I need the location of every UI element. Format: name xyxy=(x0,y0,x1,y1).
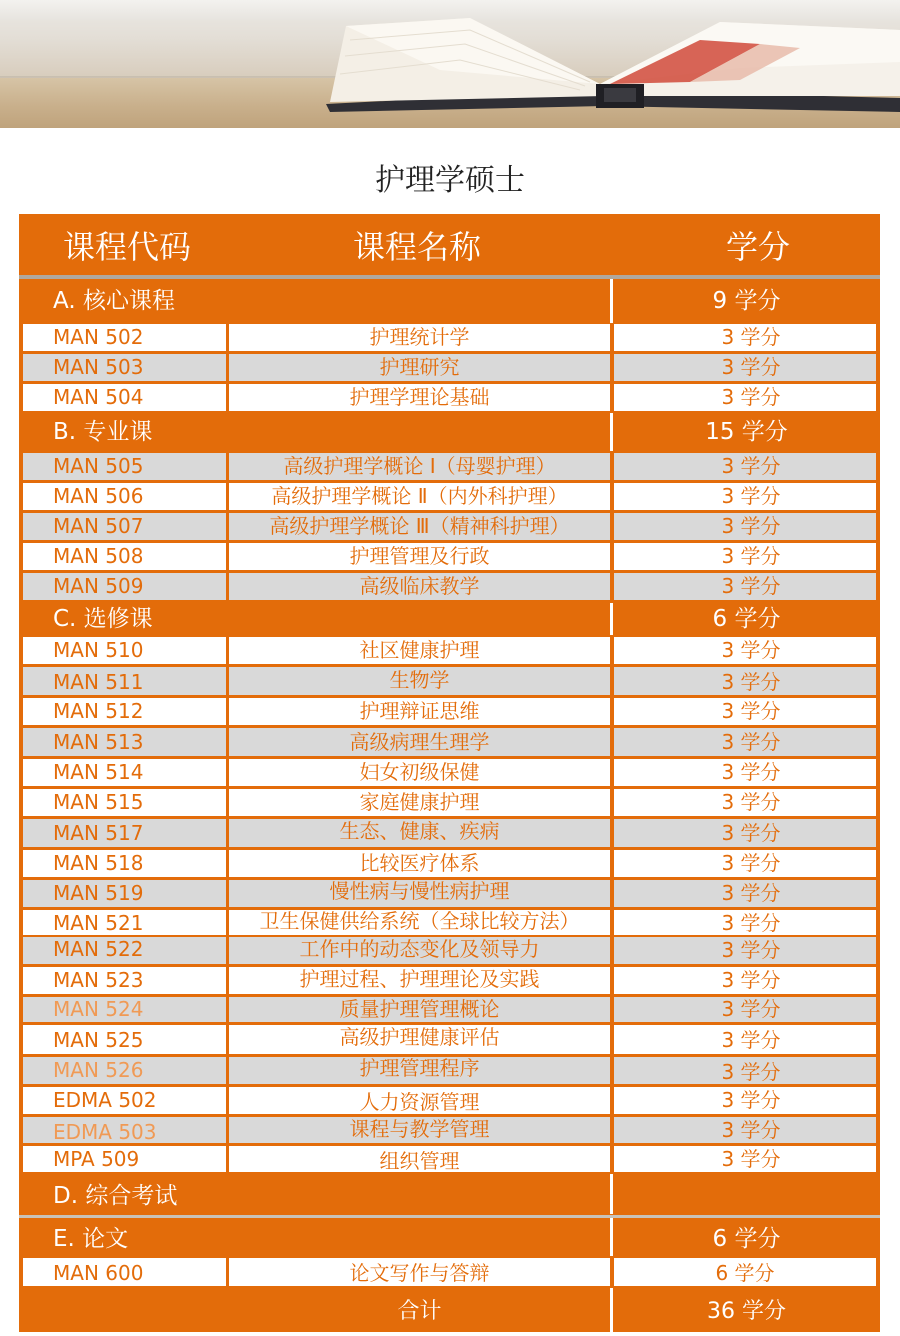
course-credit: 3 学分 xyxy=(721,881,781,905)
header-name: 课程名称 xyxy=(353,228,482,266)
course-name: 家庭健康护理 xyxy=(229,789,610,816)
table-row xyxy=(19,789,880,816)
course-credit: 3 学分 xyxy=(721,1118,781,1142)
course-code: MAN 515 xyxy=(23,789,226,816)
course-code: MAN 505 xyxy=(23,453,226,480)
course-credit: 3 学分 xyxy=(721,514,781,538)
course-credit: 3 学分 xyxy=(721,911,781,935)
table-row xyxy=(19,483,880,510)
course-code: MAN 503 xyxy=(23,354,226,381)
course-name: 卫生保健供给系统（全球比较方法） xyxy=(229,910,610,935)
section-credit: 6 学分 xyxy=(712,1226,781,1252)
course-credit: 3 学分 xyxy=(721,760,781,784)
course-credit: 3 学分 xyxy=(721,699,781,723)
section-name: B. 专业课 xyxy=(53,419,153,445)
section-credit: 6 学分 xyxy=(712,606,781,632)
table-row xyxy=(19,324,880,351)
course-credit: 3 学分 xyxy=(721,385,781,409)
open-book-illustration xyxy=(0,0,900,128)
course-name: 护理辩证思维 xyxy=(229,698,610,725)
course-credit: 3 学分 xyxy=(721,1060,781,1084)
section-a xyxy=(19,279,880,323)
course-credit: 3 学分 xyxy=(721,821,781,845)
course-code: MAN 509 xyxy=(23,573,226,600)
table-header xyxy=(19,214,880,276)
table-row xyxy=(19,698,880,725)
table-row xyxy=(19,1258,880,1286)
course-credit: 3 学分 xyxy=(721,1147,781,1171)
table-row xyxy=(19,728,880,756)
course-code: EDMA 502 xyxy=(23,1087,226,1114)
table-row xyxy=(19,1146,880,1172)
table-row xyxy=(19,384,880,411)
course-name: 护理研究 xyxy=(229,354,610,381)
table-row xyxy=(19,819,880,847)
course-credit: 3 学分 xyxy=(721,325,781,349)
course-name: 工作中的动态变化及领导力 xyxy=(229,937,610,964)
banner-image xyxy=(0,0,900,128)
course-credit: 3 学分 xyxy=(721,968,781,992)
course-credit: 3 学分 xyxy=(721,1088,781,1112)
course-name: 护理管理及行政 xyxy=(229,543,610,570)
total-row xyxy=(19,1288,880,1332)
course-credit: 3 学分 xyxy=(721,1028,781,1052)
column-divider xyxy=(610,1174,613,1214)
header-code: 课程代码 xyxy=(63,228,192,266)
course-credit: 3 学分 xyxy=(721,790,781,814)
section-name: E. 论文 xyxy=(53,1226,129,1252)
course-code: MAN 511 xyxy=(23,667,226,695)
course-name: 高级护理学概论 Ⅱ（内外科护理） xyxy=(229,483,610,510)
course-name: 高级护理学概论 Ⅲ（精神科护理） xyxy=(229,513,610,540)
total-credit: 36 学分 xyxy=(707,1299,786,1324)
course-name: 护理管理程序 xyxy=(229,1057,610,1084)
course-code: MAN 506 xyxy=(23,483,226,510)
course-code: MAN 600 xyxy=(23,1258,226,1286)
course-code: MAN 525 xyxy=(23,1025,226,1054)
course-code: MAN 508 xyxy=(23,543,226,570)
table-row xyxy=(19,1087,880,1114)
header-credit: 学分 xyxy=(726,228,791,266)
course-name: 高级护理健康评估 xyxy=(229,1025,610,1054)
course-name: 高级护理学概论 Ⅰ（母婴护理） xyxy=(229,453,610,480)
course-name: 生物学 xyxy=(229,667,610,695)
course-code: MAN 518 xyxy=(23,850,226,877)
course-name: 慢性病与慢性病护理 xyxy=(229,880,610,907)
course-code: MAN 523 xyxy=(23,967,226,994)
table-row xyxy=(19,910,880,935)
course-code: MAN 510 xyxy=(23,637,226,664)
table-row xyxy=(19,1025,880,1054)
course-code: MAN 504 xyxy=(23,384,226,411)
table-row xyxy=(19,513,880,540)
table-row xyxy=(19,573,880,600)
course-name: 高级临床教学 xyxy=(229,573,610,600)
section-b xyxy=(19,413,880,451)
course-code: MAN 517 xyxy=(23,819,226,847)
table-row xyxy=(19,880,880,907)
course-name: 组织管理 xyxy=(229,1146,610,1172)
course-code: MAN 524 xyxy=(23,997,226,1022)
course-name: 生态、健康、疾病 xyxy=(229,819,610,847)
course-code: MAN 514 xyxy=(23,759,226,786)
course-name: 护理过程、护理理论及实践 xyxy=(229,967,610,994)
table-row xyxy=(19,1117,880,1143)
section-name: D. 综合考试 xyxy=(53,1183,178,1209)
course-code: MAN 522 xyxy=(23,937,226,964)
course-credit: 3 学分 xyxy=(721,574,781,598)
course-code: MAN 519 xyxy=(23,880,226,907)
table-row xyxy=(19,759,880,786)
total-label: 合计 xyxy=(397,1299,442,1324)
section-e xyxy=(19,1218,880,1256)
page-title: 护理学硕士 xyxy=(375,163,525,198)
course-code: MAN 521 xyxy=(23,910,226,935)
course-code: MPA 509 xyxy=(23,1146,226,1172)
course-credit: 3 学分 xyxy=(721,638,781,662)
table-row xyxy=(19,967,880,994)
course-credit: 3 学分 xyxy=(721,938,781,962)
course-credit: 3 学分 xyxy=(721,454,781,478)
course-code: MAN 513 xyxy=(23,728,226,756)
table-row xyxy=(19,937,880,964)
table-row xyxy=(19,453,880,480)
course-name: 论文写作与答辩 xyxy=(229,1258,610,1286)
course-name: 护理统计学 xyxy=(229,324,610,351)
section-c xyxy=(19,603,880,635)
course-credit: 3 学分 xyxy=(721,355,781,379)
course-credit: 3 学分 xyxy=(721,544,781,568)
course-credit: 3 学分 xyxy=(721,730,781,754)
table-row xyxy=(19,997,880,1022)
table-row xyxy=(19,637,880,664)
table-row xyxy=(19,850,880,877)
course-name: 课程与教学管理 xyxy=(229,1117,610,1143)
course-code: MAN 502 xyxy=(23,324,226,351)
course-credit: 3 学分 xyxy=(721,851,781,875)
course-name: 高级病理生理学 xyxy=(229,728,610,756)
course-name: 护理学理论基础 xyxy=(229,384,610,411)
course-code: MAN 526 xyxy=(23,1057,226,1084)
course-credit: 3 学分 xyxy=(721,997,781,1021)
curriculum-table xyxy=(19,214,880,1332)
course-credit: 3 学分 xyxy=(721,670,781,694)
course-credit: 6 学分 xyxy=(715,1261,775,1285)
course-code: EDMA 503 xyxy=(23,1117,226,1143)
course-name: 质量护理管理概论 xyxy=(229,997,610,1022)
course-code: MAN 512 xyxy=(23,698,226,725)
table-row xyxy=(19,354,880,381)
course-code: MAN 507 xyxy=(23,513,226,540)
section-name: A. 核心课程 xyxy=(53,288,175,314)
course-name: 比较医疗体系 xyxy=(229,850,610,877)
course-name: 社区健康护理 xyxy=(229,637,610,664)
section-credit: 15 学分 xyxy=(705,419,788,445)
course-credit: 3 学分 xyxy=(721,484,781,508)
course-name: 人力资源管理 xyxy=(229,1087,610,1114)
table-row xyxy=(19,667,880,695)
course-name: 妇女初级保健 xyxy=(229,759,610,786)
table-row xyxy=(19,1057,880,1084)
section-name: C. 选修课 xyxy=(53,606,153,632)
section-d xyxy=(19,1174,880,1214)
table-row xyxy=(19,543,880,570)
section-credit: 9 学分 xyxy=(712,288,781,314)
